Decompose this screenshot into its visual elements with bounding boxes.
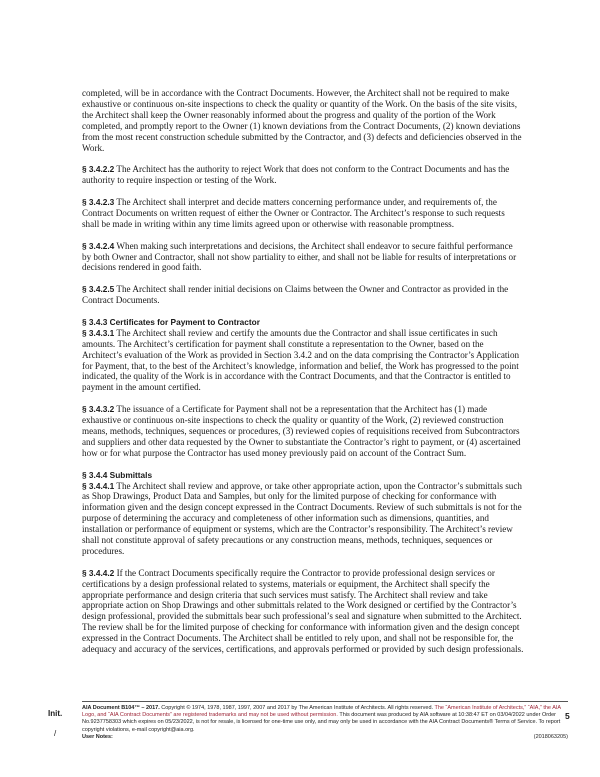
- footer-divider: [82, 701, 568, 702]
- paragraph-3-4-3-1: [82, 328, 524, 393]
- paragraph-3-4-2-4: [82, 241, 524, 274]
- paragraph-3-4-2-2: [82, 164, 524, 186]
- section-number: § 3.4.4.2: [82, 567, 115, 578]
- production-text: This document was produced by AIA software at 10:38:47 ET on 03/04/2022 under Order No.9237758303 which expires on 05/23/2022, is not for resale, is licensed for one-time use only, and may only be used in accordance with the AIA Contract Documents® Terms of Service. To report copyright violations, e-mail copyright@aia.org.: [82, 712, 561, 733]
- initials-slash: /: [54, 729, 57, 738]
- initials-label: Init.: [48, 709, 63, 718]
- section-number: § 3.4.4.1: [82, 480, 115, 491]
- section-number: § 3.4.3.2: [82, 404, 115, 415]
- footer-notice: [82, 705, 568, 741]
- section-number: § 3.4.2.3: [82, 197, 115, 208]
- section-heading-certificates: § 3.4.3 Certificates for Payment to Contractor: [82, 316, 260, 327]
- section-heading-submittals: § 3.4.4 Submittals: [82, 469, 153, 480]
- paragraph-text: The Architect has the authority to reject Work that does not conform to the Contract Documents and has the authority to require inspection or testing of the Work.: [82, 164, 510, 186]
- user-notes-row: [82, 734, 568, 741]
- trademark-text: The “American Institute of Architects,” “AIA,” the AIA Logo, and “AIA Contract Documents” are registered trademarks and may not be used without permission.: [82, 705, 561, 719]
- paragraph-text: The Architect shall review and certify the amounts due the Contractor and shall issue certificates in such amounts. The Architect’s certification for payment shall constitute a representation to the Owner, based on the Architect’s evaluation of the Work as provided in Section 3.4.2 and on the data comprising the Contractor’s Application for Payment, that, to the best of the Architect’s knowledge, information and belief, the Work has progressed to the point indicated, the quality of the Work is in accordance with the Contract Documents, and that the Contractor is entitled to payment in the amount certified.: [82, 327, 520, 393]
- paragraph-3-4-2-5: [82, 284, 524, 306]
- section-number: § 3.4.2.2: [82, 164, 115, 175]
- paragraph-3-4-4-1: [82, 481, 524, 557]
- copyright-text: Copyright © 1974, 1978, 1987, 1997, 2007 and 2017 by The American Institute of Architects. All rights reserved.: [161, 705, 434, 711]
- paragraph-text: The Architect shall interpret and decide matters concerning performance under, and requirements of, the Contract Documents on written request of either the Owner or Contractor. The Architect’s response to such requests shall be made in writing within any time limits agreed upon or otherwise with reasonable promptness.: [82, 197, 505, 229]
- document-code: (2018063205): [533, 733, 568, 740]
- paragraph-text: The Architect shall review and approve, or take other appropriate action, upon the Contractor’s submittals such as Shop Drawings, Product Data and Samples, but only for the limited purpose of checking for conformance with information given and the design concept expressed in the Contract Documents. Review of such submittals is not for the purpose of determining the accuracy and completeness of other information such as dimensions, quantities, and installation or performance of equipment or systems, which are the Contractor’s responsibility. The Architect’s review shall not constitute approval of safety precautions or any construction means, methods, techniques, sequences or procedures.: [82, 480, 522, 556]
- paragraph-text: The issuance of a Certificate for Payment shall not be a representation that the Architect has (1) made exhaustive or continuous on-site inspections to check the quality or quantity of the Work, (2) reviewed construction means, methods, techniques, sequences or procedures, (3) reviewed copies of requisitions received from Subcontractors and suppliers and other data requested by the Owner to substantiate the Contractor’s right to payment, or (4) ascertained how or for what purpose the Contractor has used money previously paid on account of the Contract Sum.: [82, 404, 521, 458]
- section-number: § 3.4.2.5: [82, 284, 115, 295]
- paragraph-3-4-2-3: [82, 197, 524, 230]
- section-number: § 3.4.3.1: [82, 327, 115, 338]
- section-number: § 3.4.2.4: [82, 240, 115, 251]
- user-notes-label: User Notes:: [82, 733, 113, 740]
- paragraph-continuation: [82, 88, 524, 153]
- page-number: 5: [565, 711, 570, 721]
- paragraph-text: The Architect shall render initial decisions on Claims between the Owner and Contractor as provided in the Contract Documents.: [82, 284, 509, 306]
- paragraph-3-4-3-2: [82, 404, 524, 459]
- paragraph-text: When making such interpretations and decisions, the Architect shall endeavor to secure faithful performance by both Owner and Contractor, shall not show partiality to either, and shall not be liable for results of interpretations or decisions rendered in good faith.: [82, 240, 517, 273]
- paragraph-3-4-4-2: [82, 568, 524, 655]
- document-body: [82, 88, 524, 666]
- paragraph-text: completed, will be in accordance with the Contract Documents. However, the Architect shall not be required to make exhaustive or continuous on-site inspections to check the quality or quantity of the Work. On the basis of the site visits, the Architect shall keep the Owner reasonably informed about the progress and quality of the portion of the Work completed, and promptly report to the Owner (1) known deviations from the Contract Documents, (2) known deviations from the most recent construction schedule submitted by the Contractor, and (3) defects and deficiencies observed in the Work.: [82, 88, 522, 153]
- paragraph-text: If the Contract Documents specifically require the Contractor to provide professional design services or certifications by a design professional related to systems, materials or equipment, the Architect shall specify the appropriate performance and design criteria that such services must satisfy. The Architect shall review and take appropriate action on Shop Drawings and other submittals related to the Work designed or certified by the Contractor’s design professional, provided the submittals bear such professional’s seal and signature when submitted to the Architect. The review shall be for the limited purpose of checking for conformance with information given and the design concept expressed in the Contract Documents. The Architect shall be entitled to rely upon, and shall not be responsible for, the adequacy and accuracy of the services, certifications, and approvals performed or provided by such design professionals.: [82, 567, 524, 655]
- document-title: AIA Document B104™ – 2017.: [82, 705, 160, 711]
